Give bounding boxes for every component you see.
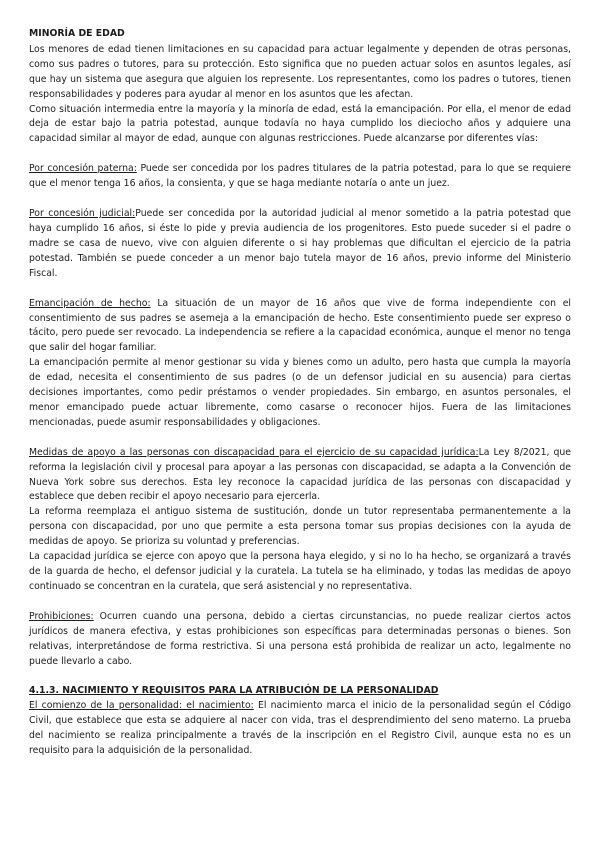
nacimiento-text: El nacimiento marca el inicio de la personalidad según el Código Civil, que establece que esta se adquiere al nacer con vida, tras el desprendimiento del seno materno. La prueba del nacimiento se realiza principalmente a través de la inscripción en el Registro Civil, aunque esta no es un requisito para la adquisición de la personalidad. (29, 700, 571, 757)
heading-minoria-de-edad: MINORÍA DE EDAD (29, 28, 125, 39)
prohibiciones-text: Ocurren cuando una persona, debido a ciertas circunstancias, no puede realizar ciertos actos jurídicos de manera efectiva, y estas prohibiciones son específicas para determinadas personas o bienes. Son relativas, interpretándose de forma restrictiva. Si una persona está prohibida de realizar un acto, legalmente no puede llevarlo a cabo. (29, 610, 571, 667)
hecho-paragraph (29, 297, 571, 357)
judicial-paragraph (29, 207, 571, 282)
prohibiciones-paragraph (29, 610, 571, 670)
nacimiento-paragraph (29, 699, 571, 759)
medidas-paragraph-2: La reforma reemplaza el antiguo sistema de sustitución, donde un tutor representaba permanentemente a la persona con discapacidad, por uno que permite a esta persona tomar sus propias decisiones con la ayuda de medidas de apoyo. Se prioriza su voluntad y preferencias. (29, 506, 571, 548)
hecho-label: Emancipación de hecho: (29, 297, 151, 309)
medidas-text: La Ley 8/2021, que reforma la legislación civil y procesal para apoyar a las personas con discapacidad, se adapta a la Convención de Nueva York sobre sus derechos. Esta ley reconoce la capacidad jurídica de las personas con discapacidad y establece que deben recibir el apoyo necesario para ejercerla. (29, 446, 572, 503)
judicial-text: Puede ser concedida por la autoridad judicial al menor sometido a la patria potestad que haya cumplido 16 años, si éste lo pide y previa audiencia de los progenitores. Esto puede suceder si el padre o madre se casa de nuevo, vive con alguien diferente o si hay problemas que dificultan el ejercicio de la patria potestad. También se puede conceder a un menor bajo tutela mayor de 16 años, previo informe del Ministerio Fiscal. (29, 208, 571, 279)
hecho-paragraph-2: La emancipación permite al menor gestionar su vida y bienes como un adulto, pero hasta que cumpla la mayoría de edad, necesita el consentimiento de sus padres (o de un defensor judicial en su ausencia) para ciertas decisiones importantes, como pedir préstamos o vender propiedades. Sin embargo, en asuntos personales, el menor emancipado puede actuar libremente, como casarse o reconocer hijos. Fuera de las limitaciones mencionadas, puede asumir responsabilidades y obligaciones. (29, 357, 571, 428)
nacimiento-label: El comienzo de la personalidad: el nacimiento: (29, 700, 254, 712)
medidas-paragraph-3: La capacidad jurídica se ejerce con apoyo que la persona haya elegido, y si no lo ha hecho, se organizará a través de la guarda de hecho, el defensor judicial y la curatela. La tutela se ha eliminado, y todas las medidas de apoyo continuado se concentran en la curatela, que será asistencial y no representativa. (29, 551, 571, 592)
hecho-text: La situación de un mayor de 16 años que vive de forma independiente con el consentimiento de sus padres se asemeja a la emancipación de hecho. Este consentimiento puede ser expreso o tácito, pero puede ser revocado. La independencia se refiere a la capacidad económica, aunque el menor no tenga que salir del hogar familiar. (29, 297, 571, 354)
medidas-label: Medidas de apoyo a las personas con discapacidad para el ejercicio de su capacidad jurídica: (29, 446, 479, 458)
prohibiciones-label: Prohibiciones: (29, 610, 94, 622)
intro-paragraph-2: Como situación intermedia entre la mayoría y la minoría de edad, está la emancipación. Por ella, el menor de edad deja de estar bajo la patria potestad, aunque todavía no haya cumplido los dieciocho años y adquiere una capacidad similar al mayor de edad, aunque con algunas restricciones. Puede alcanzarse por diferentes vías: (29, 103, 571, 145)
medidas-paragraph (29, 446, 571, 506)
intro-paragraph-1: Los menores de edad tienen limitaciones en su capacidad para actuar legalmente y dependen de otras personas, como sus padres o tutores, para su protección. Esto significa que no pueden actuar solos en asuntos legales, así que hay un sistema que asegura que alguien los represente. Los representantes, como los padres o tutores, tienen responsabilidades y poderes para ayudar al menor en los asuntos que les afectan. (29, 43, 571, 100)
judicial-label: Por concesión judicial: (29, 208, 136, 220)
paterna-label: Por concesión paterna: (29, 163, 137, 175)
heading-nacimiento: 4.1.3. NACIMIENTO Y REQUISITOS PARA LA ATRIBUCIÓN DE LA PERSONALIDAD (29, 685, 439, 697)
paterna-text: Puede ser concedida por los padres titulares de la patria potestad, para lo que se requiere que el menor tenga 16 años, la consienta, y que se haga mediante notaría o ante un juez. (29, 163, 571, 190)
paterna-paragraph (29, 162, 571, 192)
